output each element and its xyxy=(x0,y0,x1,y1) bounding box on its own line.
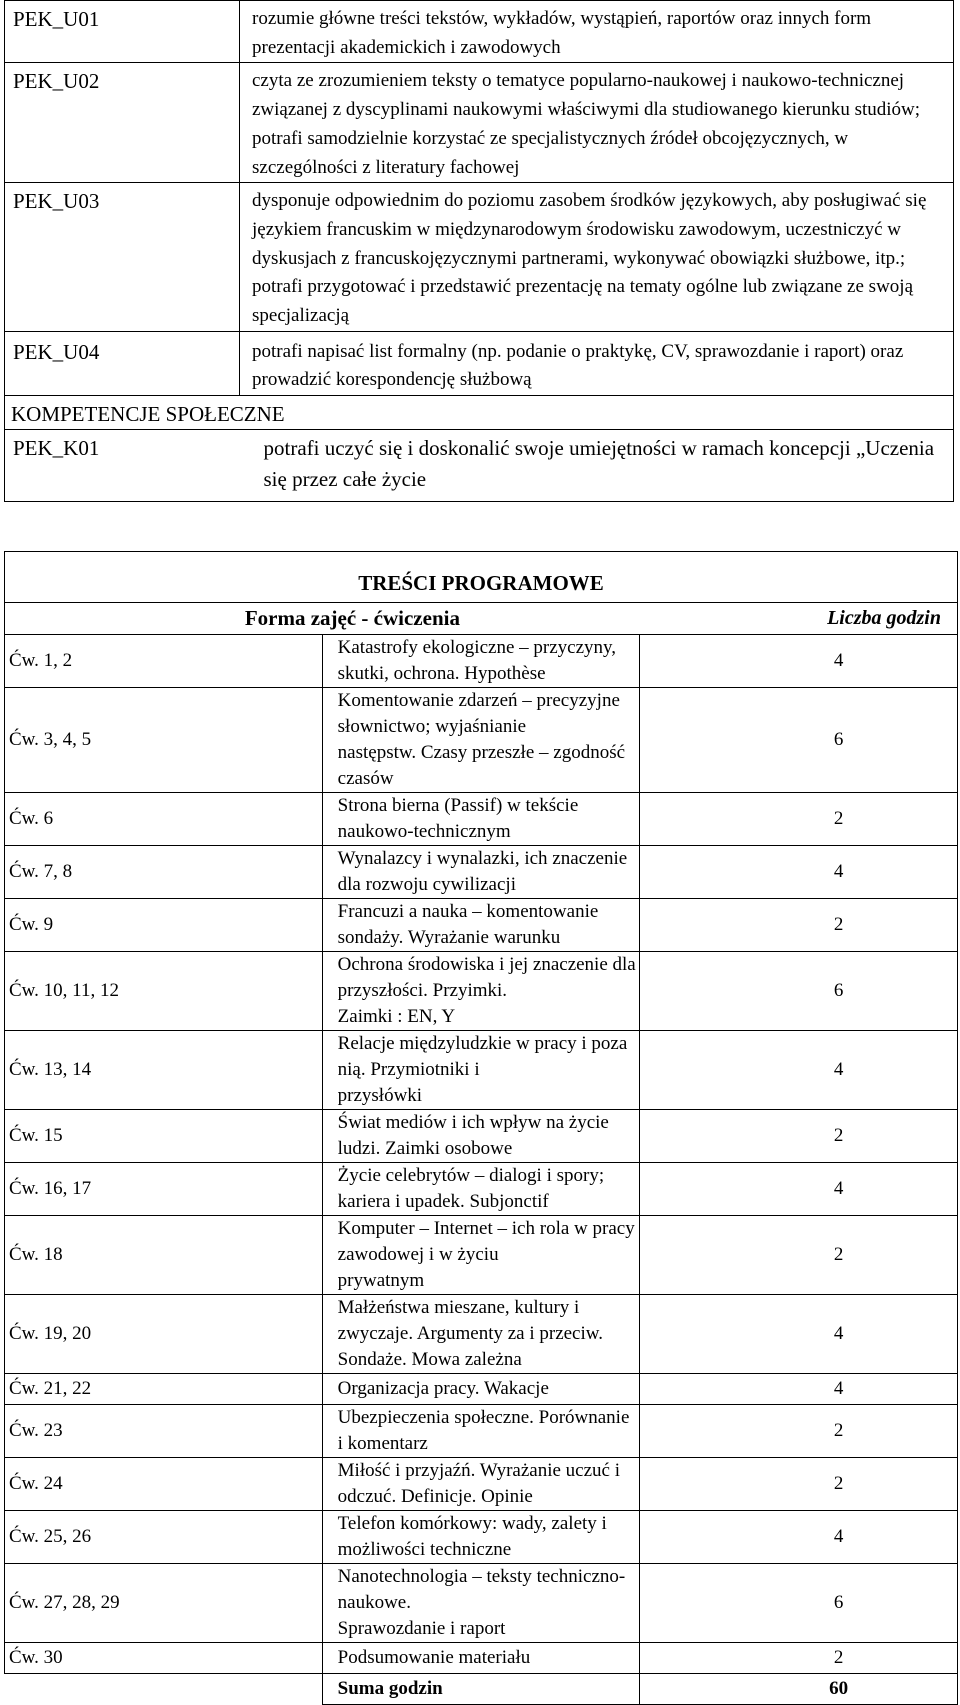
exercise-hours: 6 xyxy=(640,1564,958,1643)
topic-line: Zaimki : EN, Y xyxy=(337,1006,456,1027)
exercise-number: Ćw. 3, 4, 5 xyxy=(5,688,323,793)
program-row xyxy=(5,1405,958,1458)
exercise-hours: 2 xyxy=(640,1405,958,1458)
learning-outcomes-table xyxy=(4,0,954,502)
exercise-topic xyxy=(322,1295,640,1374)
exercise-number: Ćw. 30 xyxy=(5,1643,323,1674)
exercise-number: Ćw. 27, 28, 29 xyxy=(5,1564,323,1643)
topic-line: prywatnym xyxy=(337,1270,425,1291)
topic-line: następstw. Czasy przeszłe – zgodność czasów xyxy=(337,742,626,789)
exercise-topic xyxy=(322,899,640,952)
topic-line: Wynalazcy i wynalazki, ich znaczenie dla rozwoju cywilizacji xyxy=(337,848,628,895)
outcome-code: PEK_K01 xyxy=(5,430,240,502)
program-row xyxy=(5,688,958,793)
social-competences-heading: KOMPETENCJE SPOŁECZNE xyxy=(5,396,954,430)
topic-line: Organizacja pracy. Wakacje xyxy=(337,1378,549,1399)
exercise-topic xyxy=(322,952,640,1031)
program-row xyxy=(5,1511,958,1564)
program-title: TREŚCI PROGRAMOWE xyxy=(5,552,958,603)
exercise-topic xyxy=(322,1405,640,1458)
total-hours: 60 xyxy=(640,1674,958,1705)
exercise-topic xyxy=(322,635,640,688)
exercise-topic xyxy=(322,1110,640,1163)
program-row xyxy=(5,1374,958,1405)
outcome-code: PEK_U02 xyxy=(5,63,240,183)
exercise-number: Ćw. 1, 2 xyxy=(5,635,323,688)
program-content-table xyxy=(4,551,958,1705)
exercise-topic xyxy=(322,1163,640,1216)
exercise-topic xyxy=(322,1458,640,1511)
program-row xyxy=(5,1564,958,1643)
program-row xyxy=(5,1643,958,1674)
total-spacer xyxy=(5,1674,323,1705)
exercise-hours: 4 xyxy=(640,635,958,688)
topic-line: Komputer – Internet – ich rola w pracy zawodowej i w życiu xyxy=(337,1218,635,1265)
topic-line: Nanotechnologia – teksty techniczno-naukowe. xyxy=(337,1566,626,1613)
exercise-number: Ćw. 16, 17 xyxy=(5,1163,323,1216)
program-row xyxy=(5,899,958,952)
exercise-number: Ćw. 23 xyxy=(5,1405,323,1458)
exercise-topic xyxy=(322,846,640,899)
program-row xyxy=(5,1110,958,1163)
topic-line: Francuzi a nauka – komentowanie sondaży. Wyrażanie warunku xyxy=(337,901,599,948)
topic-line: Miłość i przyjaźń. Wyrażanie uczuć i odczuć. Definicje. Opinie xyxy=(337,1460,620,1507)
outcome-description: potrafi napisać list formalny (np. podanie o praktykę, CV, sprawozdanie i raport) oraz prowadzić korespondencję służbową xyxy=(240,331,954,395)
exercise-number: Ćw. 18 xyxy=(5,1216,323,1295)
exercise-topic xyxy=(322,1564,640,1643)
exercise-number: Ćw. 21, 22 xyxy=(5,1374,323,1405)
topic-line: Ochrona środowiska i jej znaczenie dla przyszłości. Przyimki. xyxy=(337,954,636,1001)
outcome-description: rozumie główne treści tekstów, wykładów, wystąpień, raportów oraz innych form prezentacji akademickich i zawodowych xyxy=(240,1,954,63)
exercise-topic xyxy=(322,793,640,846)
exercise-hours: 2 xyxy=(640,793,958,846)
exercise-topic xyxy=(322,1374,640,1405)
hours-header: Liczba godzin xyxy=(640,603,958,635)
exercise-hours: 4 xyxy=(640,846,958,899)
program-row xyxy=(5,846,958,899)
outcome-row xyxy=(5,331,954,395)
program-row xyxy=(5,793,958,846)
topic-line: Komentowanie zdarzeń – precyzyjne słownictwo; wyjaśnianie xyxy=(337,690,620,737)
exercise-topic xyxy=(322,688,640,793)
exercise-hours: 6 xyxy=(640,952,958,1031)
topic-line: Telefon komórkowy: wady, zalety i możliwości techniczne xyxy=(337,1513,607,1560)
exercise-hours: 4 xyxy=(640,1163,958,1216)
program-row xyxy=(5,952,958,1031)
outcome-row xyxy=(5,183,954,332)
outcome-description: potrafi uczyć się i doskonalić swoje umiejętności w ramach koncepcji „Uczenia się przez całe życie xyxy=(240,430,954,502)
exercise-number: Ćw. 7, 8 xyxy=(5,846,323,899)
program-row xyxy=(5,1295,958,1374)
program-row xyxy=(5,635,958,688)
topic-line: Ubezpieczenia społeczne. Porównanie i komentarz xyxy=(337,1407,630,1454)
exercise-hours: 4 xyxy=(640,1295,958,1374)
outcome-code: PEK_U04 xyxy=(5,331,240,395)
topic-line: Sprawozdanie i raport xyxy=(337,1618,506,1639)
exercise-number: Ćw. 15 xyxy=(5,1110,323,1163)
program-row xyxy=(5,1216,958,1295)
program-row xyxy=(5,1458,958,1511)
exercise-hours: 4 xyxy=(640,1374,958,1405)
topic-line: Małżeństwa mieszane, kultury i zwyczaje. Argumenty za i przeciw. xyxy=(337,1297,604,1344)
exercise-number: Ćw. 25, 26 xyxy=(5,1511,323,1564)
topic-line: Strona bierna (Passif) w tekście naukowo-technicznym xyxy=(337,795,579,842)
exercise-hours: 6 xyxy=(640,688,958,793)
exercise-hours: 2 xyxy=(640,899,958,952)
exercise-hours: 2 xyxy=(640,1643,958,1674)
topic-line: Podsumowanie materiału xyxy=(337,1647,531,1668)
exercise-topic xyxy=(322,1031,640,1110)
program-row xyxy=(5,1163,958,1216)
exercise-number: Ćw. 19, 20 xyxy=(5,1295,323,1374)
exercise-hours: 4 xyxy=(640,1031,958,1110)
exercise-number: Ćw. 13, 14 xyxy=(5,1031,323,1110)
exercise-topic xyxy=(322,1643,640,1674)
exercise-number: Ćw. 6 xyxy=(5,793,323,846)
outcome-description: dysponuje odpowiednim do poziomu zasobem środków językowych, aby posługiwać się językiem francuskim w międzynarodowym środowisku zawodowym, uczestniczyć w dyskusjach z francuskojęzycznymi partnerami, wykonywać obowiązki służbowe, itp.; potrafi przygotować i przedstawić prezentację na tematy ogólne lub związane ze swoją specjalizacją xyxy=(240,183,954,332)
topic-line: Relacje międzyludzkie w pracy i poza nią. Przymiotniki i xyxy=(337,1033,628,1080)
exercise-topic xyxy=(322,1511,640,1564)
topic-line: przysłówki xyxy=(337,1085,423,1106)
exercise-topic xyxy=(322,1216,640,1295)
exercise-number: Ćw. 24 xyxy=(5,1458,323,1511)
topic-line: Sondaże. Mowa zależna xyxy=(337,1349,522,1370)
outcome-row xyxy=(5,1,954,63)
outcome-code: PEK_U03 xyxy=(5,183,240,332)
outcome-row xyxy=(5,430,954,502)
outcome-code: PEK_U01 xyxy=(5,1,240,63)
total-label: Suma godzin xyxy=(322,1674,640,1705)
exercise-hours: 2 xyxy=(640,1216,958,1295)
exercise-hours: 4 xyxy=(640,1511,958,1564)
topic-line: Katastrofy ekologiczne – przyczyny, skutki, ochrona. Hypothèse xyxy=(337,637,617,684)
exercise-hours: 2 xyxy=(640,1110,958,1163)
outcome-row xyxy=(5,63,954,183)
form-header: Forma zajęć - ćwiczenia xyxy=(5,603,640,635)
outcome-description: czyta ze zrozumieniem teksty o tematyce popularno-naukowej i naukowo-technicznej związanej z dyscyplinami naukowymi właściwymi dla studiowanego kierunku studiów; potrafi samodzielnie korzystać ze specjalistycznych źródeł obcojęzycznych, w szczególności z literatury fachowej xyxy=(240,63,954,183)
exercise-number: Ćw. 10, 11, 12 xyxy=(5,952,323,1031)
program-row xyxy=(5,1031,958,1110)
topic-line: Życie celebrytów – dialogi i spory; kariera i upadek. Subjonctif xyxy=(337,1165,605,1212)
exercise-number: Ćw. 9 xyxy=(5,899,323,952)
topic-line: Świat mediów i ich wpływ na życie ludzi. Zaimki osobowe xyxy=(337,1112,609,1159)
exercise-hours: 2 xyxy=(640,1458,958,1511)
